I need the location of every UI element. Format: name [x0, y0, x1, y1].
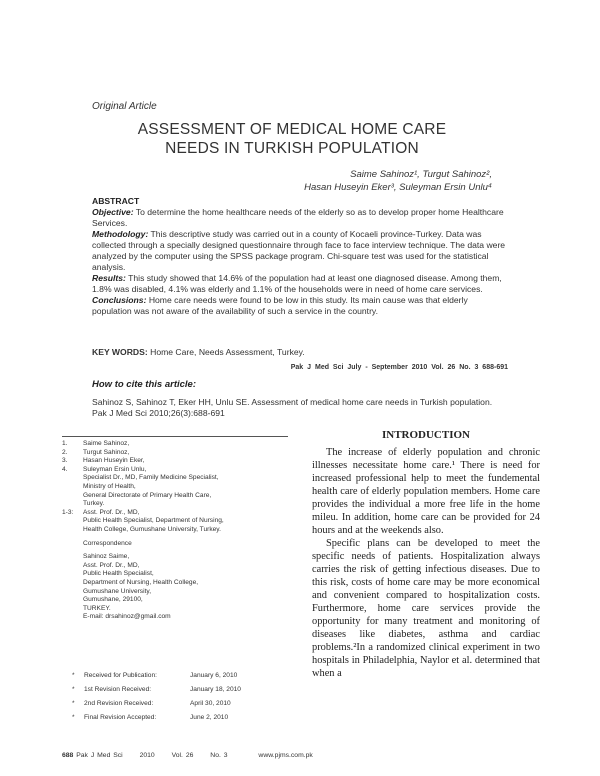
conclusions-text: Home care needs were found to be low in this study. Its main cause was that elderly population was not aware of the availability of such a service in the country.: [92, 295, 468, 316]
article-title: [92, 120, 492, 158]
date-label: 2nd Revision Received:: [84, 700, 154, 707]
affiliation-name: Asst. Prof. Dr., MD,: [83, 508, 140, 516]
page-number: 688: [62, 752, 74, 759]
affiliation-1: [62, 440, 292, 449]
affiliation-number: 4.: [62, 465, 68, 473]
affiliation-name: Hasan Huseyin Eker,: [83, 457, 145, 465]
authors-block: [92, 168, 492, 194]
bullet-star: *: [72, 700, 75, 707]
date-final-revision: [62, 714, 292, 728]
abstract-results: [92, 273, 508, 295]
date-label: Received for Publication:: [84, 672, 157, 679]
keywords-label: KEY WORDS:: [92, 347, 148, 357]
introduction-paragraph-1: The increase of elderly population and chronic illnesses necessitate home care.¹ There is need for increased professional help to meet the fundemental health care of elderly population members. Home care provides the individual a more free life in the home mileu. In addition, home care can be provided for 24 hours and at the weekends also.: [312, 447, 540, 536]
title-line-1: ASSESSMENT OF MEDICAL HOME CARE: [137, 121, 447, 138]
footer-url[interactable]: www.pjms.com.pk: [258, 752, 313, 759]
affiliation-detail: Specialist Dr., MD, Family Medicine Specialist,: [83, 474, 219, 482]
correspondence-line: Asst. Prof. Dr., MD,: [83, 561, 140, 569]
affiliation-1-3: [62, 509, 292, 518]
date-value: June 2, 2010: [190, 714, 229, 721]
journal-reference: Pak J Med Sci July - September 2010 Vol. 26 No. 3 688-691: [290, 364, 508, 371]
authors-line-1: Saime Sahinoz¹, Turgut Sahinoz²,: [350, 169, 492, 180]
affiliation-name: Turgut Sahinoz,: [83, 448, 130, 456]
affiliation-detail: Public Health Specialist, Department of Nursing,: [83, 517, 224, 525]
date-revision-1: [62, 686, 292, 700]
citation-heading: How to cite this article:: [92, 379, 196, 390]
date-label: 1st Revision Received:: [84, 686, 152, 693]
conclusions-label: Conclusions:: [92, 295, 147, 305]
introduction-paragraph-2: Specific plans can be developed to meet the specific needs of patients. Hospitalization always carries the risk of getting infectious diseases. Due to this risk, costs of home care may be more economical and convenient compared to hospitalization costs. Furthermore, home care services provide the opportunity for many treatment and monitoring of diseases like diabetes, asthma and cardiac problems.²In a randomized clinical experiment in two hospitals in Philadelphia, Naylor et al. determined that when a: [312, 538, 540, 679]
methodology-label: Methodology:: [92, 229, 149, 239]
footer-volume: Vol. 26: [171, 752, 194, 759]
date-value: April 30, 2010: [190, 700, 231, 707]
abstract-objective: [92, 207, 508, 229]
publication-dates: [62, 672, 292, 728]
affiliation-number: 1-3:: [62, 508, 74, 516]
affiliation-detail: General Directorate of Primary Health Care,: [83, 491, 212, 499]
correspondence-label: Correspondence: [83, 539, 132, 547]
correspondence-line: Department of Nursing, Health College,: [83, 578, 199, 586]
introduction-heading: INTRODUCTION: [381, 429, 470, 441]
date-value: January 18, 2010: [190, 686, 241, 693]
affiliation-name: Suleyman Ersin Unlu,: [83, 465, 147, 473]
affiliation-3: [62, 457, 292, 466]
affiliation-detail: Turkey.: [83, 500, 105, 508]
abstract-section: [92, 196, 508, 317]
objective-text: To determine the home healthcare needs of the elderly so as to develop proper home Healthcare Services.: [92, 207, 504, 228]
date-received: [62, 672, 292, 686]
correspondence-line: Gumushane, 29100,: [83, 596, 143, 604]
correspondence-line: Gumushane University,: [83, 587, 152, 595]
bullet-star: *: [72, 672, 75, 679]
keywords-text: Home Care, Needs Assessment, Turkey.: [147, 347, 305, 357]
footer-year: 2010: [139, 752, 155, 759]
author-affiliations: [62, 440, 292, 622]
correspondence-line: Sahinoz Saime,: [83, 553, 130, 561]
date-label: Final Revision Accepted:: [84, 714, 157, 721]
affiliation-name: Saime Sahinoz,: [83, 440, 130, 447]
footnote-divider: [62, 436, 288, 437]
affiliation-2: [62, 449, 292, 458]
affiliation-number: 3.: [62, 457, 68, 465]
abstract-conclusions: [92, 295, 508, 317]
correspondence-line: Public Health Specialist,: [83, 570, 154, 578]
footer-issue: No. 3: [210, 752, 228, 759]
methodology-text: This descriptive study was carried out in a county of Kocaeli province-Turkey. Data was collected through a specially designed questionnaire through face to face interview technique. The data were analyzed by the computer using the SPSS package program. Chi-square test was used for the statistical analysis.: [92, 229, 506, 272]
authors-line-2: Hasan Huseyin Eker³, Suleyman Ersin Unlu⁴: [304, 182, 492, 193]
affiliation-detail: Ministry of Health,: [83, 482, 136, 490]
keywords: [92, 347, 508, 357]
date-revision-2: [62, 700, 292, 714]
page-footer: [62, 752, 313, 759]
title-line-2: NEEDS IN TURKISH POPULATION: [165, 140, 419, 157]
correspondence-line: TURKEY.: [83, 604, 111, 612]
introduction-body: [312, 446, 540, 680]
abstract-heading: ABSTRACT: [92, 196, 140, 206]
bullet-star: *: [72, 714, 75, 721]
bullet-star: *: [72, 686, 75, 693]
affiliation-number: 2.: [62, 448, 68, 456]
abstract-methodology: [92, 229, 508, 273]
results-label: Results:: [92, 273, 126, 283]
affiliation-4: [62, 466, 292, 475]
footer-journal: Pak J Med Sci: [76, 752, 123, 759]
citation-text: Sahinoz S, Sahinoz T, Eker HH, Unlu SE. Assessment of medical home care needs in Turkish population. Pak J Med Sci 2010;26(3):688-691: [92, 397, 493, 418]
date-value: January 6, 2010: [190, 672, 238, 679]
results-text: This study showed that 14.6% of the population had at least one diagnosed disease. Among them, 1.8% was disabled, 4.1% was elderly and 1.1% of the households were in need of home care services.: [92, 273, 502, 294]
objective-label: Objective:: [92, 207, 134, 217]
correspondence-email[interactable]: E-mail: drsahinoz@gmail.com: [83, 613, 171, 621]
affiliation-number: 1.: [62, 440, 68, 447]
affiliation-detail: Health College, Gumushane University, Turkey.: [83, 525, 221, 533]
article-type-label: Original Article: [92, 101, 157, 112]
